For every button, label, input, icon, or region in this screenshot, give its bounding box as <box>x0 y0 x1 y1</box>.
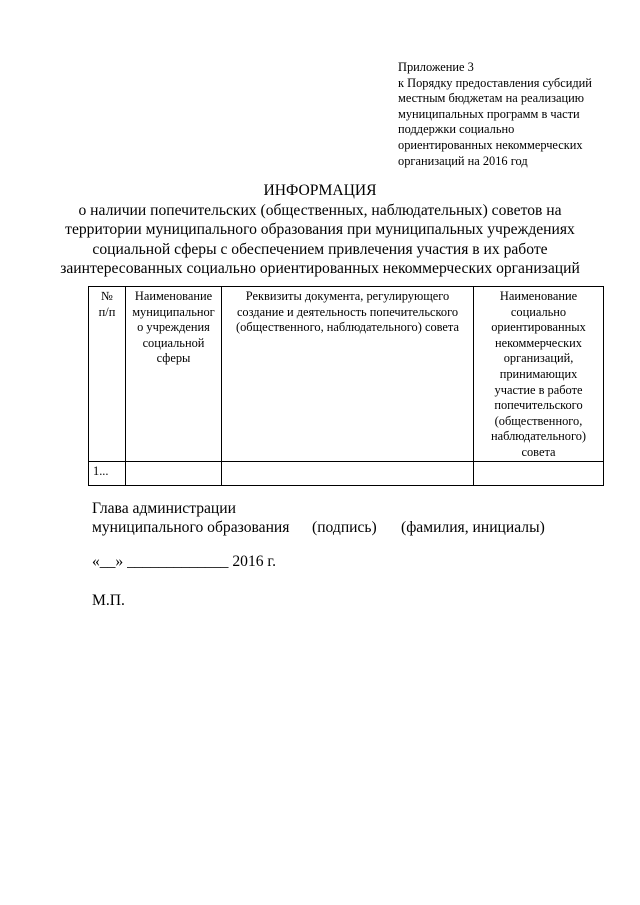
date-line: «__» _____________ 2016 г. <box>92 553 276 570</box>
table-cell <box>474 461 604 485</box>
table-row <box>89 461 604 485</box>
table-cell <box>222 461 474 485</box>
info-table <box>88 286 604 486</box>
heading-line: социальной сферы с обеспечением привлечения участия в их работе <box>92 240 548 258</box>
annex-line: ориентированных некоммерческих <box>398 137 583 152</box>
stamp-label: М.П. <box>92 592 125 609</box>
header-document-details: Реквизиты документа, регулирующего создание и деятельность попечительского (общественного, наблюдательного) совета <box>222 287 474 462</box>
signature-hint: (подпись) <box>312 519 377 536</box>
heading-line: территории муниципального образования при муниципальных учреждениях <box>65 221 575 238</box>
signature-line <box>92 518 545 538</box>
heading-line: заинтересованных социально ориентированных некоммерческих организаций <box>60 260 580 277</box>
signature-org-label: муниципального образования <box>92 519 290 536</box>
annex-line: местным бюджетам на реализацию <box>398 91 585 106</box>
annex-line: к Порядку предоставления субсидий <box>398 75 592 90</box>
annex-line: организаций на 2016 год <box>398 153 528 168</box>
table-cell: 1... <box>89 461 126 485</box>
header-nko-name: Наименование социально ориентированных некоммерческих организаций, принимающих участие в работе попечительского (общественного, наблюдательного) совета <box>474 287 604 462</box>
name-hint: (фамилия, инициалы) <box>401 519 545 536</box>
annex-line: муниципальных программ в части <box>398 106 580 121</box>
table-header-row <box>89 287 604 462</box>
heading-line: о наличии попечительских (общественных, наблюдательных) советов на <box>78 201 562 219</box>
table-cell <box>126 461 222 485</box>
document-title: ИНФОРМАЦИЯ <box>263 182 377 199</box>
signature-title: Глава администрации <box>92 500 236 517</box>
annex-line: поддержки социально <box>398 122 515 137</box>
document-heading <box>0 181 640 279</box>
header-number: № п/п <box>89 287 126 462</box>
annex-note <box>398 60 634 169</box>
annex-line: Приложение 3 <box>398 60 474 74</box>
header-institution-name: Наименование муниципальног о учреждения социальной сферы <box>126 287 222 462</box>
